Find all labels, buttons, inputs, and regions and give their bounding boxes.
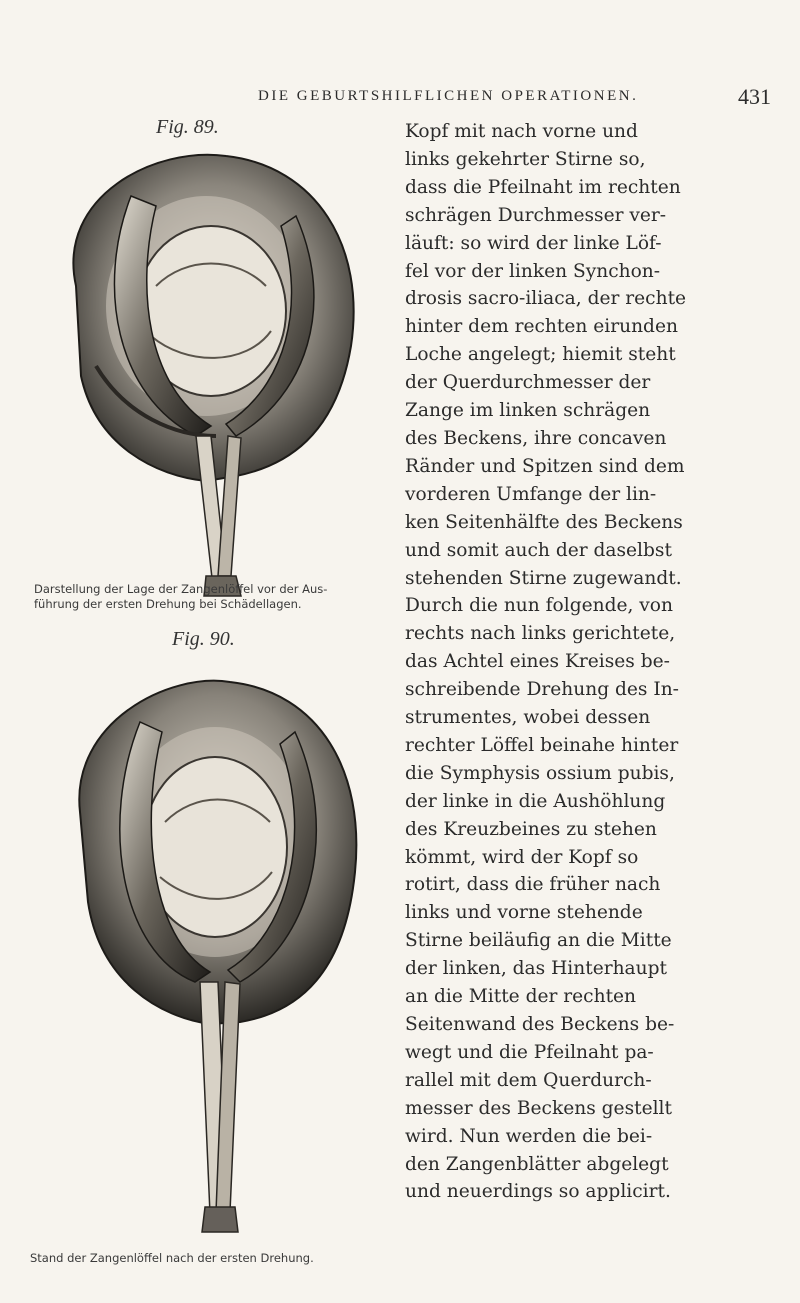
- body-line: stehenden Stirne zugewandt.: [405, 567, 682, 589]
- body-line: rallel mit dem Querdurch-: [405, 1069, 652, 1091]
- body-line: schrägen Durchmesser ver-: [405, 204, 667, 226]
- body-line: drosis sacro-iliaca, der rechte: [405, 288, 687, 310]
- body-line: Ränder und Spitzen sind dem: [405, 455, 685, 477]
- body-line: wird. Nun werden die bei-: [405, 1125, 653, 1147]
- page-number: 431: [738, 84, 771, 109]
- body-line: Loche angelegt; hiemit steht: [405, 344, 676, 366]
- body-line: strumentes, wobei dessen: [405, 707, 651, 729]
- body-line: den Zangenblätter abgelegt: [405, 1153, 669, 1175]
- figure-89-caption-line: Darstellung der Lage der Zangenlöffel vor der Aus-: [34, 582, 328, 596]
- body-line: Seitenwand des Beckens be-: [405, 1014, 675, 1035]
- body-line: und somit auch der daselbst: [405, 539, 672, 561]
- body-line: schreibende Drehung des In-: [405, 679, 679, 701]
- body-line: rotirt, dass die früher nach: [405, 874, 661, 896]
- body-line: Zange im linken schrägen: [405, 400, 651, 422]
- figure-89-caption-line: führung der ersten Drehung bei Schädellagen.: [34, 597, 302, 611]
- body-line: ken Seitenhälfte des Beckens: [405, 511, 683, 533]
- body-line: läuft: so wird der linke Löf-: [405, 232, 662, 254]
- body-line: links gekehrter Stirne so,: [405, 148, 646, 170]
- body-line: dass die Pfeilnaht im rechten: [405, 176, 681, 198]
- body-line: des Beckens, ihre concaven: [405, 427, 667, 449]
- body-line: rechter Löffel beinahe hinter: [405, 734, 679, 756]
- body-line: hinter dem rechten eirunden: [405, 316, 678, 338]
- figure-89-label: Fig. 89.: [156, 116, 219, 138]
- body-line: rechts nach links gerichtete,: [405, 623, 676, 645]
- body-line: des Kreuzbeines zu stehen: [405, 818, 657, 840]
- figure-90-illustration: [60, 652, 370, 1250]
- running-title: DIE GEBURTSHILFLICHEN OPERATIONEN.: [258, 88, 639, 104]
- body-line: vorderen Umfange der lin-: [405, 483, 657, 505]
- body-line: an die Mitte der rechten: [405, 986, 637, 1008]
- body-line: messer des Beckens gestellt: [405, 1097, 672, 1119]
- figure-89-caption: [34, 582, 327, 612]
- figure-90-caption-line: Stand der Zangenlöffel nach der ersten Drehung.: [30, 1251, 314, 1265]
- body-line: kömmt, wird der Kopf so: [405, 846, 639, 868]
- figure-90-label: Fig. 90.: [172, 628, 235, 650]
- body-text: [405, 118, 795, 1206]
- body-line: fel vor der linken Synchon-: [405, 260, 661, 282]
- body-line: Kopf mit nach vorne und: [405, 121, 638, 142]
- figure-89-illustration: [36, 136, 366, 642]
- body-line: links und vorne stehende: [405, 902, 643, 924]
- body-line: die Symphysis ossium pubis,: [405, 762, 675, 784]
- body-line: Stirne beiläufig an die Mitte: [405, 930, 672, 952]
- figure-90-caption: [30, 1251, 314, 1266]
- body-line: der linke in die Aushöhlung: [405, 790, 666, 812]
- body-line: wegt und die Pfeilnaht pa-: [405, 1041, 654, 1063]
- body-line: das Achtel eines Kreises be-: [405, 651, 670, 673]
- body-line: der linken, das Hinterhaupt: [405, 958, 667, 980]
- body-line: und neuerdings so applicirt.: [405, 1181, 671, 1203]
- body-line: der Querdurchmesser der: [405, 372, 651, 394]
- body-line: Durch die nun folgende, von: [405, 595, 673, 617]
